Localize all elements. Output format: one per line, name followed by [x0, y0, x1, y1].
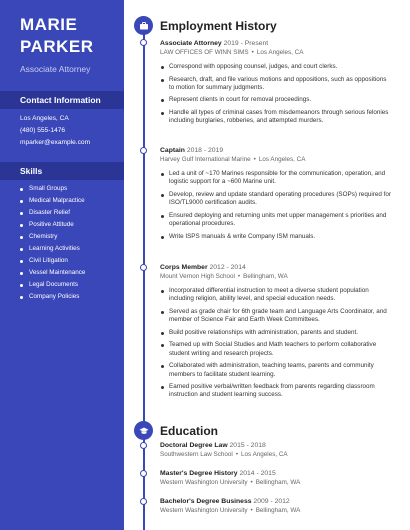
- skill-item: Chemistry: [20, 231, 85, 243]
- school-location: Los Angeles, CA: [241, 451, 288, 458]
- degree-name: Master's Degree History: [160, 470, 238, 477]
- skill-item: Disaster Relief: [20, 207, 85, 219]
- employment-heading: Employment History: [160, 19, 277, 33]
- separator-dot: •: [235, 451, 239, 458]
- job-org: Harvey Gulf International Marine: [160, 156, 251, 163]
- bullet-item: Represent clients in court for removal proceedings.: [160, 96, 392, 104]
- briefcase-icon: [134, 16, 153, 35]
- degree-name: Bachelor's Degree Business: [160, 498, 252, 505]
- contact-location: Los Angeles, CA: [20, 115, 69, 122]
- job-role: Captain: [160, 147, 185, 154]
- skill-item: Medical Malpractice: [20, 195, 85, 207]
- education-entry: [160, 469, 392, 487]
- skills-list: [20, 183, 85, 303]
- separator-dot: •: [250, 507, 253, 514]
- timeline-dot: [140, 264, 147, 271]
- degree-dates: 2009 - 2012: [253, 498, 290, 505]
- school-location: Bellingham, WA: [255, 479, 301, 486]
- bullet-item: Write ISPS manuals & write Company ISM manuals.: [160, 233, 392, 241]
- bullet-item: Earned positive verbal/written feedback from parents regarding classroom instruction and student learning success.: [160, 383, 392, 400]
- skill-item: Positive Attitude: [20, 219, 85, 231]
- skill-item: Company Policies: [20, 291, 85, 303]
- job-dates: 2019 - Present: [223, 40, 269, 47]
- skill-item: Small Groups: [20, 183, 85, 195]
- job-org: LAW OFFICES OF WINN SIMS: [160, 49, 249, 56]
- job-role: Associate Attorney: [160, 40, 222, 47]
- bullet-item: Incorporated differential instruction to meet a diverse student population including religion, ability level, and special education needs.: [160, 287, 392, 304]
- contact-email[interactable]: mparker@example.com: [20, 139, 91, 146]
- separator-dot: •: [237, 273, 241, 280]
- bullet-item: Build positive relationships with administration, parents and student.: [160, 329, 392, 337]
- timeline-dot: [140, 498, 147, 505]
- candidate-name: [20, 14, 94, 58]
- skill-item: Legal Documents: [20, 279, 85, 291]
- sidebar: [0, 0, 124, 530]
- job-dates: 2012 - 2014: [209, 264, 246, 271]
- job-entry: [160, 146, 392, 245]
- contact-phone: (480) 555-1476: [20, 127, 66, 134]
- education-heading: Education: [160, 424, 219, 438]
- bullet-item: Collaborated with administration, teaching teams, parents and community members to facilitate student learning.: [160, 362, 392, 379]
- separator-dot: •: [251, 49, 254, 56]
- job-bullets: [160, 170, 392, 241]
- school-name: Western Washington University: [160, 507, 248, 514]
- timeline-dot: [140, 39, 147, 46]
- education-entry: [160, 497, 392, 515]
- job-dates: 2018 - 2019: [186, 147, 224, 154]
- job-entry: [160, 39, 392, 130]
- timeline-dot: [140, 147, 147, 154]
- school-name: Southwestern Law School: [160, 451, 233, 458]
- timeline-dot: [140, 470, 147, 477]
- last-name: PARKER: [20, 37, 94, 56]
- skill-item: Vessel Maintenance: [20, 267, 85, 279]
- job-location: Los Angeles, CA: [258, 156, 306, 163]
- degree-dates: 2015 - 2018: [229, 442, 266, 449]
- contact-heading: Contact Information: [0, 91, 124, 109]
- bullet-item: Served as grade chair for 6th grade team and Language Arts Coordinator, and member of Science Fair and Earth Week Committees.: [160, 308, 392, 325]
- job-org: Mount Vernon High School: [160, 273, 235, 280]
- school-location: Bellingham, WA: [255, 507, 301, 514]
- job-title: Associate Attorney: [20, 64, 91, 74]
- degree-dates: 2014 - 2015: [239, 470, 276, 477]
- bullet-item: Teamed up with Social Studies and Math teachers to perform collaborative student writing and research projects.: [160, 341, 392, 358]
- separator-dot: •: [253, 156, 256, 163]
- skill-item: Civil Litigation: [20, 255, 85, 267]
- timeline-line: [143, 25, 145, 530]
- bullet-item: Handle all types of criminal cases from misdemeanors through serious felonies including burglaries, robberies, and attempted murders.: [160, 109, 392, 126]
- job-bullets: [160, 63, 392, 126]
- school-name: Western Washington University: [160, 479, 248, 486]
- bullet-item: Ensured deploying and returning units met upper management s priorities and operational procedures.: [160, 212, 392, 229]
- job-entry: [160, 263, 392, 404]
- skills-heading: Skills: [0, 162, 124, 180]
- job-location: Los Angeles, CA: [256, 49, 304, 56]
- bullet-item: Research, draft, and file various motions and oppositions, such as oppositions to motion for summary judgments.: [160, 76, 392, 93]
- timeline-dot: [140, 442, 147, 449]
- degree-name: Doctoral Degree Law: [160, 442, 228, 449]
- education-entry: [160, 441, 392, 459]
- bullet-item: Led a unit of ~170 Marines responsible for the communication, operation, and logistic support for a ~600 Marine unit.: [160, 170, 392, 187]
- separator-dot: •: [250, 479, 253, 486]
- graduation-cap-icon: [134, 421, 153, 440]
- bullet-item: Correspond with opposing counsel, judges, and court clerks.: [160, 63, 392, 71]
- job-role: Corps Member: [160, 264, 208, 271]
- job-location: Bellingham, WA: [243, 273, 288, 280]
- first-name: MARIE: [20, 15, 78, 34]
- job-bullets: [160, 287, 392, 400]
- bullet-item: Develop, review and update standard operating procedures (SOPs) required for ISO/TL9000 certification audits.: [160, 191, 392, 208]
- skill-item: Learning Activities: [20, 243, 85, 255]
